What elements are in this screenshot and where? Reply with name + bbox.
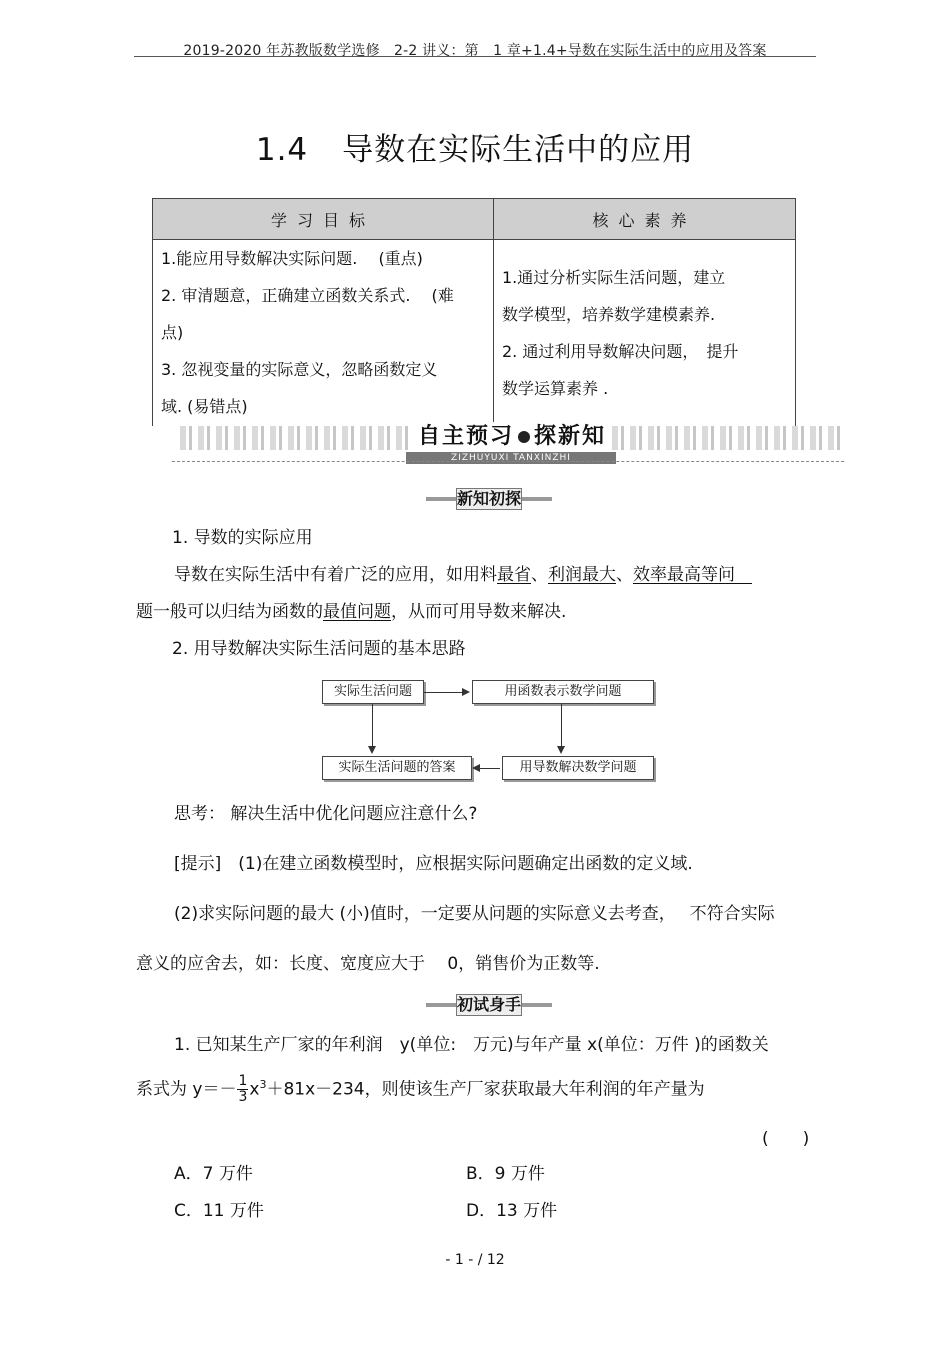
answer-bracket: ( ) (762, 1129, 810, 1149)
hint-1: [提示] (1)在建立函数模型时，应根据实际问题确定出函数的定义域. (174, 854, 693, 874)
page-number: - 1 - / 12 (445, 1252, 505, 1268)
header-rule (134, 56, 816, 57)
arrow-right-icon (462, 688, 470, 696)
item1-title: 1. 导数的实际应用 (172, 528, 313, 548)
goal-line: 1.能应用导数解决实际问题. (重点) (161, 249, 423, 268)
page-title (0, 124, 950, 169)
section-banner (180, 422, 840, 463)
option-b: B．9 万件 (466, 1164, 545, 1184)
banner-pinyin: ZIZHUYUXI TANXINZHI (406, 452, 616, 464)
option-a: A．7 万件 (174, 1164, 253, 1184)
goal-line: 点) (161, 323, 184, 342)
question-1-line2: 系式为 y＝－ $\frac{1}{3}$ $x^3+81x-234$，则使该生产厂家获取最大年利润的年产量为 (136, 1073, 705, 1106)
goal-line: 3. 忽视变量的实际意义，忽略函数定义 (161, 360, 438, 379)
title-text: 导数在实际生活中的应用 (342, 132, 695, 168)
flow-box-math-model: 用函数表示数学问题 (472, 680, 654, 704)
title-number: 1.4 (255, 132, 309, 168)
banner-divider (172, 461, 844, 462)
hint-2-line1: (2)求实际问题的最大 (小)值时，一定要从问题的实际意义去考查， 不符合实际 (174, 904, 775, 924)
arrow-down-right-line (561, 704, 562, 746)
goals-header: 学习目标 (153, 199, 494, 240)
page-header: 2019-2020 年苏教版数学选修 2-2 讲义：第 1 章+1.4+导数在实际生活中的应用及答案 (183, 43, 767, 59)
goal-line: 2. 审清题意，正确建立函数关系式. (难 (161, 286, 454, 305)
arrow-down-left-line (372, 704, 373, 746)
banner-title (412, 422, 612, 452)
fraction: $\frac{1}{3}$ (238, 1073, 248, 1106)
flow-box-real-problem: 实际生活问题 (322, 680, 424, 704)
literacy-cell (494, 240, 796, 427)
banner-left-text: 自主预习 (417, 424, 514, 449)
goals-cell (153, 240, 494, 427)
goal-line: 域. (易错点) (161, 397, 248, 416)
flow-box-derivative-solve: 用导数解决数学问题 (502, 756, 654, 780)
option-c: C．11 万件 (174, 1201, 264, 1221)
think-question: 思考： 解决生活中优化问题应注意什么? (174, 804, 478, 824)
arrow-right-line (424, 692, 462, 693)
item1-line2: 题一般可以归结为函数的最值问题，从而可用导数来解决. (136, 602, 567, 622)
banner-right-text: 探新知 (534, 424, 607, 449)
banner-bullet-icon (518, 431, 530, 443)
goals-table (152, 198, 796, 426)
literacy-line: 数学运算素养 . (502, 379, 609, 398)
arrow-down-icon (368, 746, 376, 754)
arrow-left-line (480, 768, 500, 769)
option-d: D．13 万件 (466, 1201, 558, 1221)
section-tag-label: 新知初探 (457, 489, 522, 508)
question-1-line1: 1. 已知某生产厂家的年利润 y(单位: 万元)与年产量 x(单位：万件 )的函数关 (174, 1035, 769, 1055)
hint-2-line2: 意义的应舍去，如：长度、宽度应大于 0，销售价为正数等. (136, 954, 600, 974)
literacy-header: 核心素养 (494, 199, 796, 240)
item1-line1: 导数在实际生活中有着广泛的应用，如用料最省、利润最大、效率最高等问 (174, 565, 735, 585)
arrow-down-icon (557, 746, 565, 754)
literacy-line: 1.通过分析实际生活问题，建立 (502, 268, 726, 287)
arrow-left-icon (472, 764, 480, 772)
item2-title: 2. 用导数解决实际生活问题的基本思路 (172, 639, 466, 659)
section-tag-label: 初试身手 (457, 995, 522, 1014)
flow-box-answer: 实际生活问题的答案 (322, 756, 472, 780)
literacy-line: 数学模型，培养数学建模素养. (502, 305, 716, 324)
literacy-line: 2. 通过利用导数解决问题， 提升 (502, 342, 739, 361)
section-tag-new-knowledge (426, 488, 552, 508)
section-tag-practice (426, 994, 552, 1014)
